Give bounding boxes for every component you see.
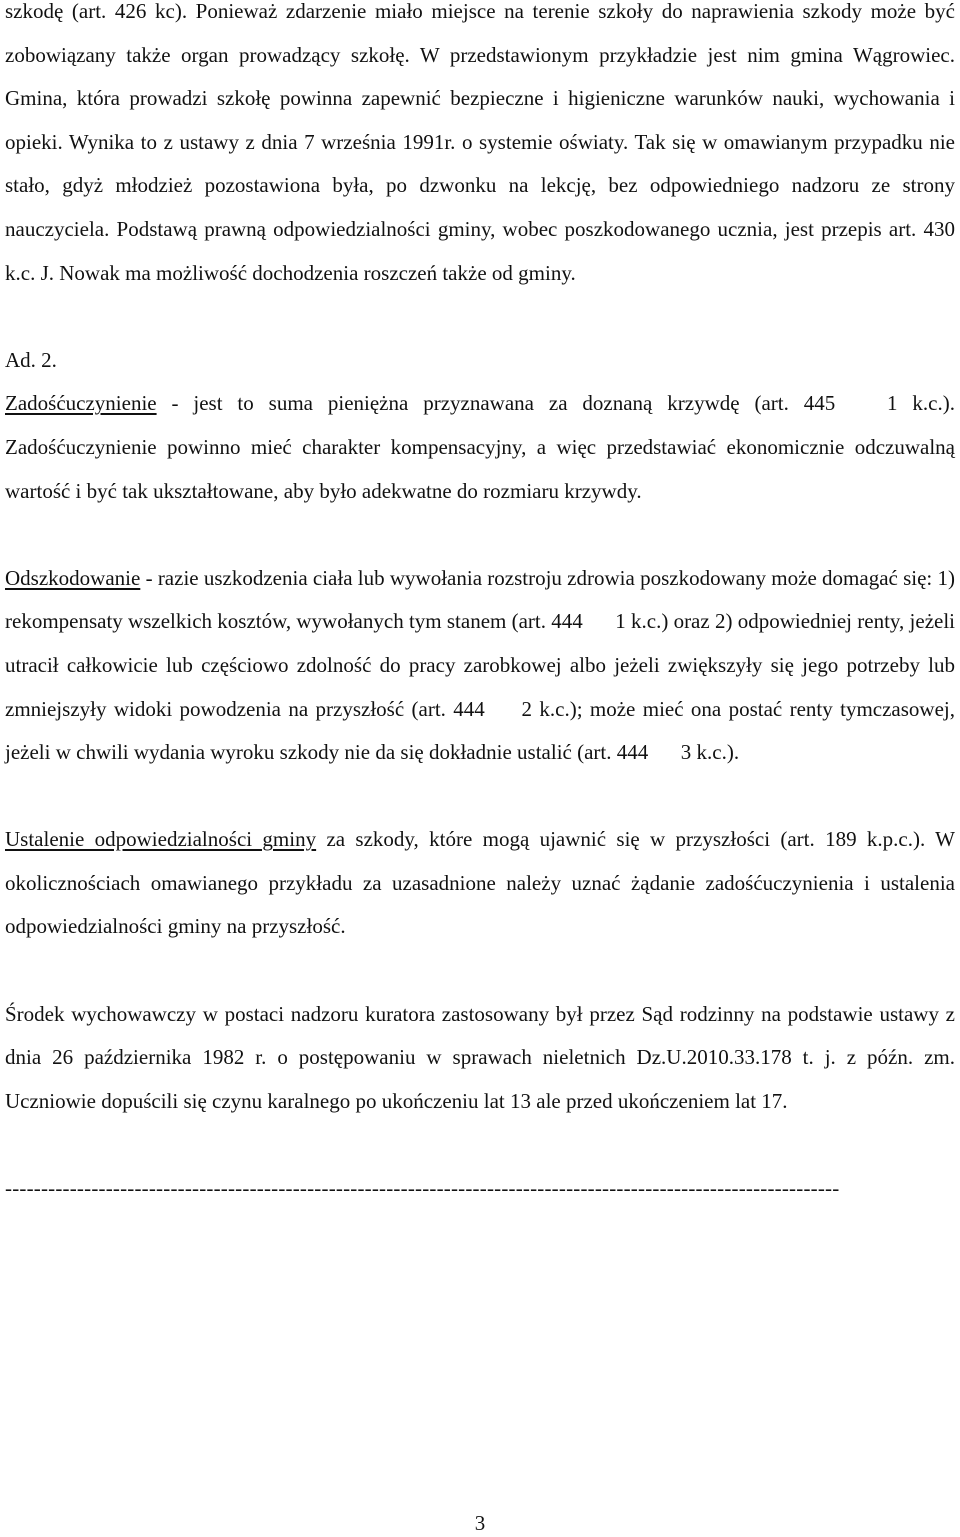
term-ustalenie-odpowiedzialnosci: Ustalenie odpowiedzialności gminy bbox=[5, 827, 317, 852]
paragraph-gap bbox=[5, 775, 955, 819]
dashed-divider: -------------------------------------------------------------------------------------------------------------------- bbox=[5, 1176, 840, 1201]
page-number: 3 bbox=[474, 1511, 486, 1535]
section-heading-ad2: Ad. 2. bbox=[5, 347, 57, 372]
text-segment: 2 k.c.); może mieć ona postać renty tymczasowej, jeżeli w chwili wydania wyroku szkody nie da się dokładnie ustalić (art. 444 bbox=[5, 696, 955, 765]
paragraph-gap bbox=[5, 1123, 955, 1167]
paragraph-liability-of-municipality: szkodę (art. 426 kc). Ponieważ zdarzenie miało miejsce na terenie szkoły do naprawienia szkody może być zobowiązany także organ prowadzący szkołę. W przedstawionym przykładzie jest nim gmina Wągrowiec. Gmina, która prowadzi szkołę powinna zapewnić bezpieczne i higieniczne warunków nauki, wychowania i opieki. Wynika to z ustawy z dnia 7 września 1991r. o systemie oświaty. Tak się w omawianym przypadku nie stało, gdyż młodzież pozostawiona była, po dzwonku na lekcję, bez odpowiedniego nadzoru ze strony nauczyciela. Podstawą prawną odpowiedzialności gminy, wobec poszkodowanego ucznia, jest przepis art. 430 k.c. J. Nowak ma możliwość dochodzenia roszczeń także od gminy. bbox=[5, 0, 955, 285]
text-segment: 3 k.c.). bbox=[675, 740, 740, 765]
text-segment: 1 k.c.) oraz 2) odpowiedniej renty, jeżeli utracił całkowicie lub częściowo zdolność do pracy zarobkowej albo jeżeli zwiększyły się jego potrzeby lub zmniejszyły widoki powodzenia na przyszłość (art. 444 bbox=[5, 609, 956, 721]
text-segment: - razie uszkodzenia ciała lub wywołania rozstroju zdrowia poszkodowany może domagać się: 1) rekompensaty wszelkich kosztów, wywołanych tym stanem (art. 444 bbox=[5, 565, 955, 634]
term-zadoscuczynienie: Zadośćuczynienie bbox=[5, 391, 157, 416]
paragraph-gap bbox=[5, 949, 955, 993]
paragraph-odszkodowanie bbox=[5, 557, 955, 775]
text-segment: za szkody, które mogą ujawnić się w przyszłości (art. 189 k.p.c.). W okolicznościach omawianego przykładu za uzasadnione należy uznać żądanie zadośćuczynienia i ustalenia odpowiedzialności gminy na przyszłość. bbox=[5, 827, 955, 939]
document-page bbox=[5, 0, 955, 1211]
paragraph-srodek-wychowawczy: Środek wychowawczy w postaci nadzoru kuratora zastosowany był przez Sąd rodzinny na podstawie ustawy z dnia 26 października 1982 r. o postępowaniu w sprawach nieletnich Dz.U.2010.33.178 t. j. z późn. zm. Uczniowie dopuścili się czynu karalnego po ukończeniu lat 13 ale przed ukończeniem lat 17. bbox=[5, 1001, 955, 1113]
paragraph-gap bbox=[5, 295, 955, 339]
paragraph-gap bbox=[5, 513, 955, 557]
paragraph-zadoscuczynienie bbox=[5, 382, 955, 513]
paragraph-ustalenie-odpowiedzialnosci bbox=[5, 818, 955, 949]
term-odszkodowanie: Odszkodowanie bbox=[5, 565, 141, 590]
text-segment: - jest to suma pieniężna przyznawana za doznaną krzywdę (art. 445 bbox=[156, 391, 851, 416]
text-segment: 1 k.c.). Zadośćuczynienie powinno mieć charakter kompensacyjny, a więc przedstawiać ekonomicznie odczuwalną wartość i być tak ukształtowane, aby było adekwatne do rozmiaru krzywdy. bbox=[5, 391, 955, 503]
